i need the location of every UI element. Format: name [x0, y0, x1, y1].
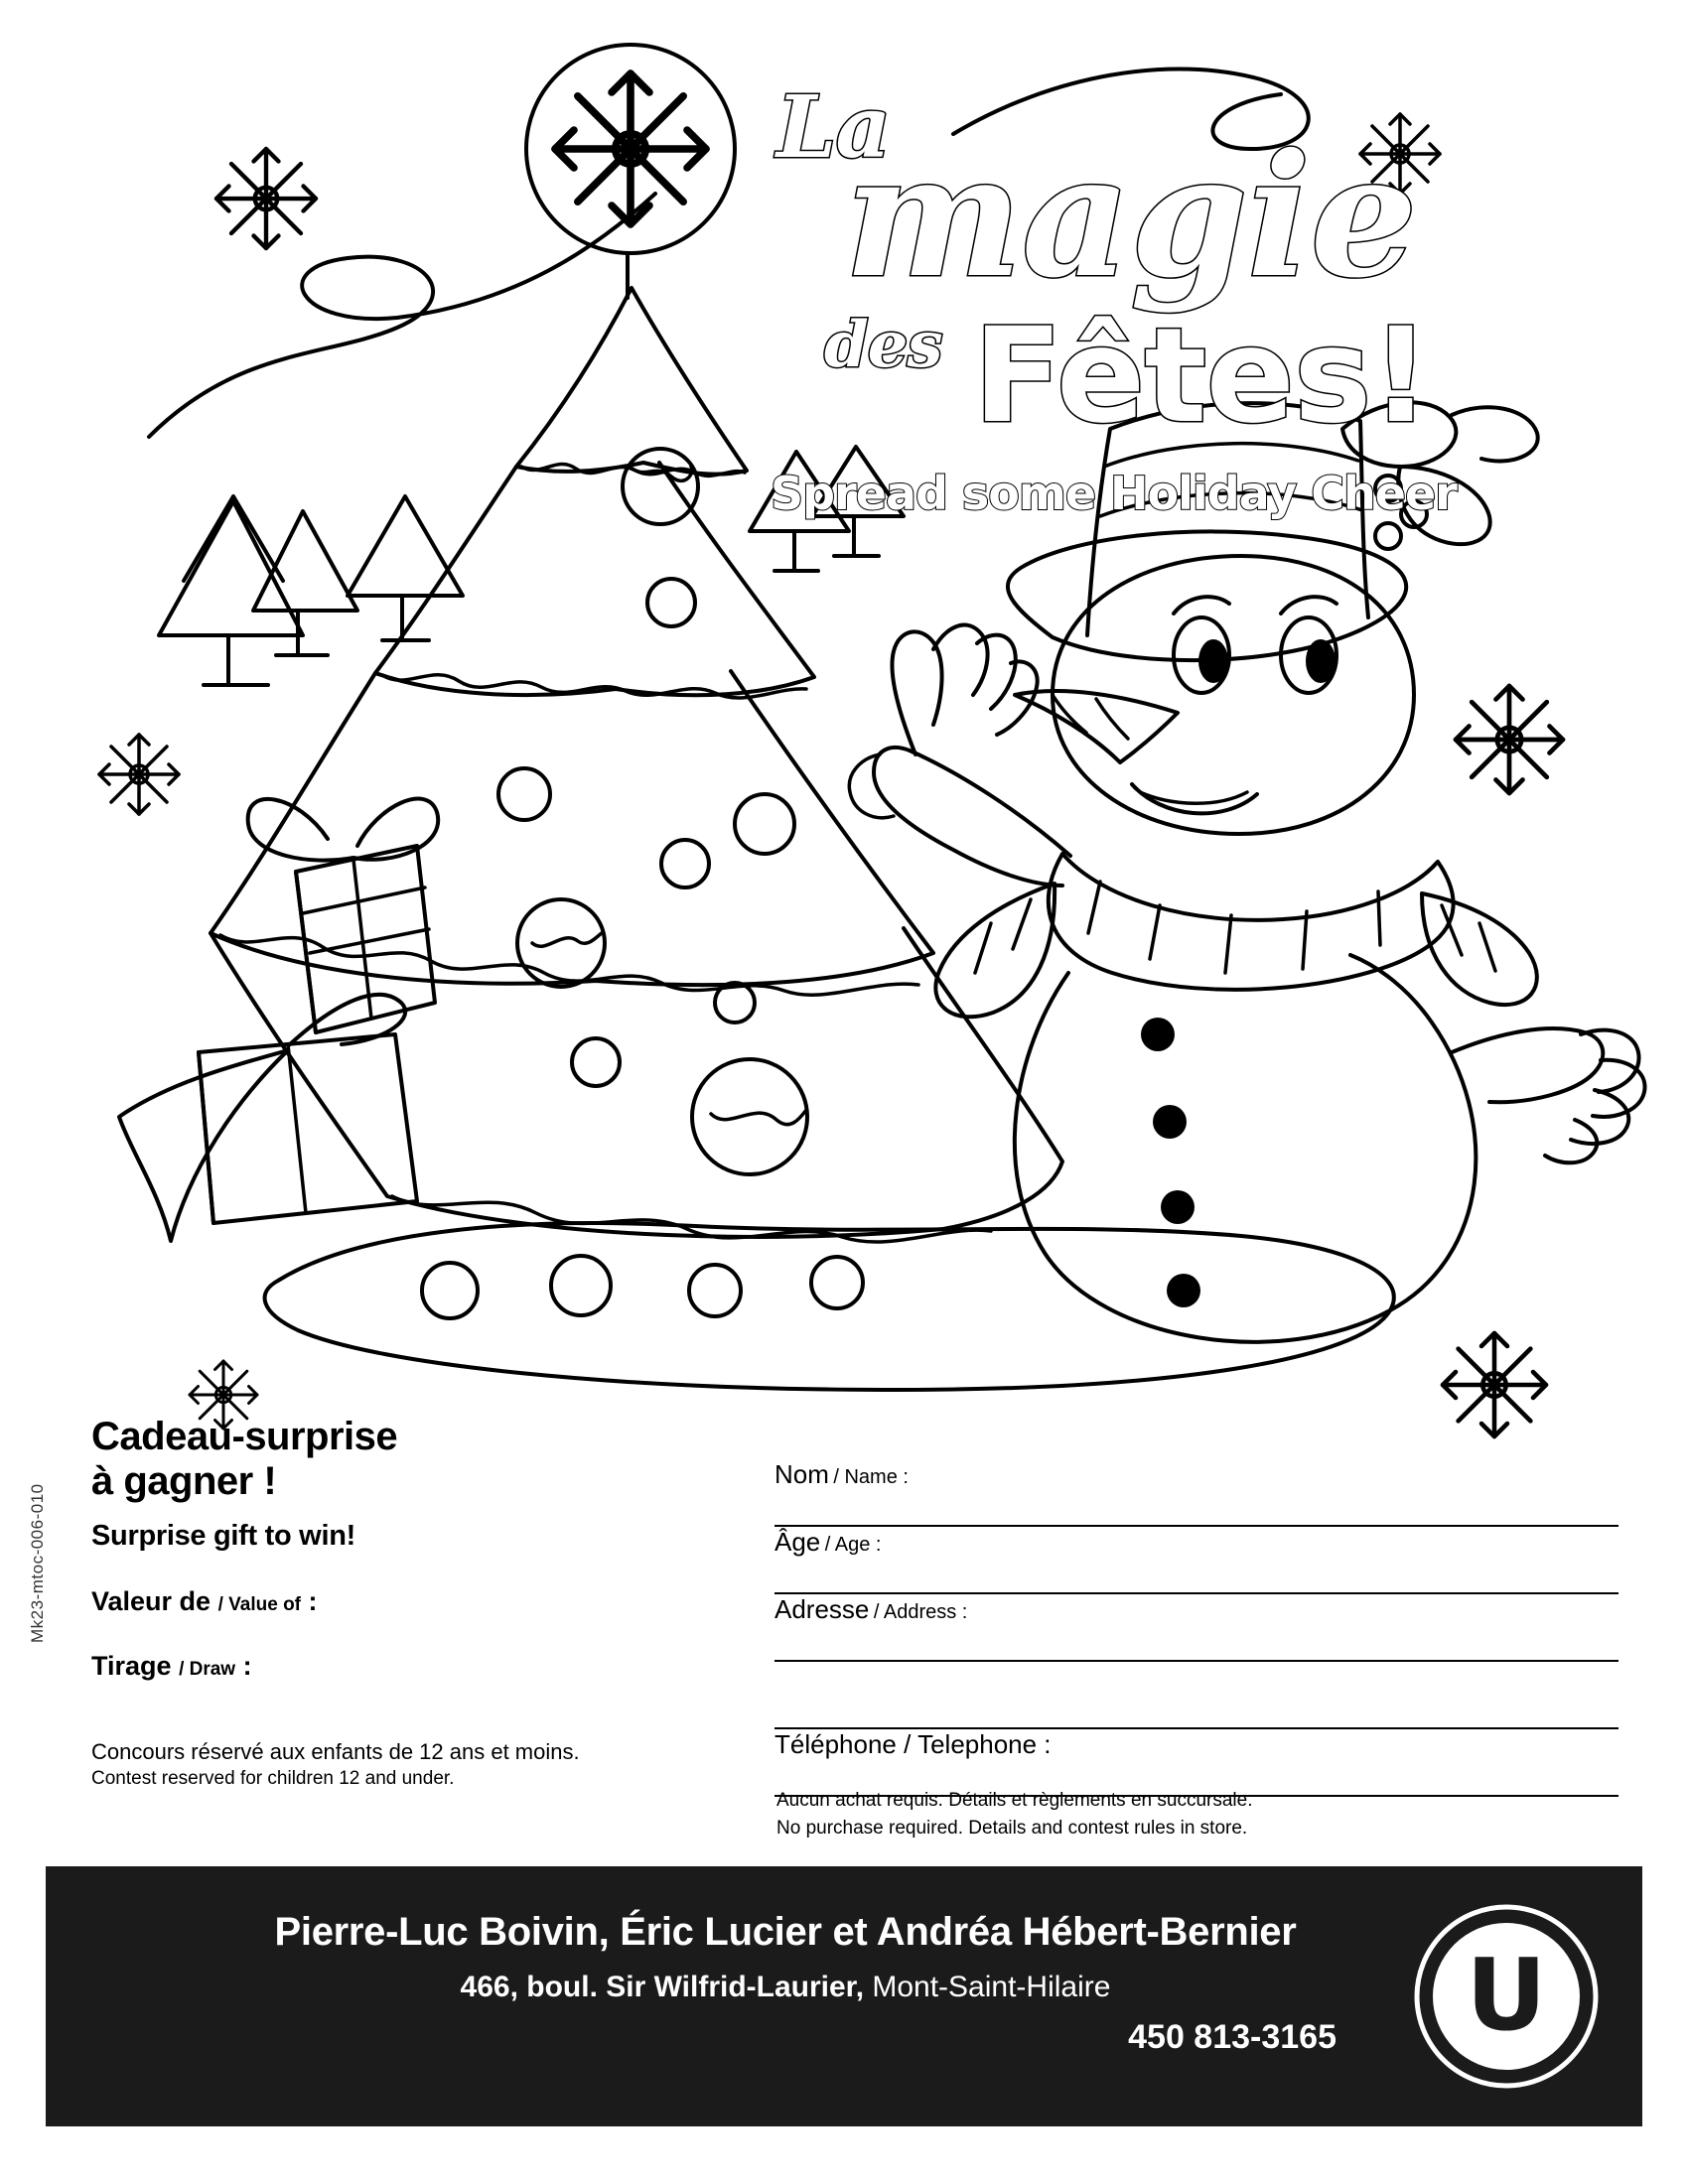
title-des: des	[824, 308, 942, 382]
form-row-age[interactable]	[774, 1527, 1618, 1594]
document-code: Mk23-mtoc-006-010	[28, 1483, 47, 1643]
store-footer	[46, 1866, 1642, 2126]
fineprint-fr: Aucun achat requis. Détails et règlements en succursale.	[776, 1790, 1253, 1811]
entry-form	[774, 1459, 1618, 1797]
value-colon: :	[308, 1585, 318, 1616]
prize-title-en: Surprise gift to win!	[91, 1519, 355, 1552]
snowflake-icon	[99, 114, 1563, 1436]
eligibility-disclaimer	[91, 1737, 727, 1792]
title-tagline: Spread some Holiday Cheer	[771, 467, 1457, 520]
form-row-address-line2[interactable]	[774, 1662, 1618, 1729]
footer-address-street: 466, boul. Sir Wilfrid-Laurier,	[460, 1971, 865, 2003]
phone-label: Téléphone / Telephone :	[774, 1729, 1052, 1759]
footer-address-city: Mont-Saint-Hilaire	[864, 1971, 1111, 2003]
draw-colon: :	[242, 1650, 252, 1681]
prize-title-line1: Cadeau-surprise	[91, 1415, 398, 1458]
age-label-en: / Age :	[824, 1534, 882, 1556]
footer-address	[175, 1971, 1396, 2004]
prize-title-line2: à gagner !	[91, 1458, 277, 1503]
eligibility-fr: Concours réservé aux enfants de 12 ans et moins.	[91, 1738, 580, 1764]
age-label-fr: Âge	[774, 1527, 821, 1557]
title-magie: magie	[844, 117, 1417, 316]
name-label-fr: Nom	[774, 1459, 829, 1489]
form-row-name[interactable]	[774, 1459, 1618, 1527]
uniprix-logo-icon	[1412, 1902, 1601, 2091]
value-label-en: / Value of	[217, 1593, 302, 1615]
prize-info-column	[91, 1415, 727, 1792]
draw-field	[91, 1651, 727, 1682]
footer-owner-names: Pierre-Luc Boivin, Éric Lucier et Andréa Hébert-Bernier	[274, 1910, 1297, 1954]
value-field	[91, 1586, 727, 1617]
draw-label-en: / Draw	[179, 1658, 236, 1680]
snowman-icon	[849, 402, 1644, 1341]
svg-text:U: U	[1466, 1937, 1547, 2053]
value-label-fr: Valeur de	[91, 1585, 211, 1616]
contest-fineprint	[776, 1787, 1491, 1842]
address-label-fr: Adresse	[774, 1594, 870, 1624]
name-label-en: / Name :	[833, 1466, 909, 1488]
draw-label-fr: Tirage	[91, 1650, 172, 1681]
form-row-address[interactable]	[774, 1594, 1618, 1662]
christmas-tree-icon	[211, 45, 1062, 1318]
gift-boxes-icon	[119, 799, 438, 1241]
eligibility-en: Contest reserved for children 12 and under.	[91, 1768, 455, 1790]
footer-phone[interactable]: 450 813-3165	[1128, 2018, 1336, 2056]
wind-swirls-icon	[149, 68, 1309, 437]
fineprint-en: No purchase required. Details and contest rules in store.	[776, 1817, 1248, 1839]
prize-title	[91, 1415, 727, 1504]
title-la: La	[776, 77, 891, 178]
footer-text-block	[175, 1910, 1396, 2057]
address-label-en: / Address :	[873, 1601, 968, 1623]
title-fetes: Fêtes!	[973, 300, 1430, 453]
